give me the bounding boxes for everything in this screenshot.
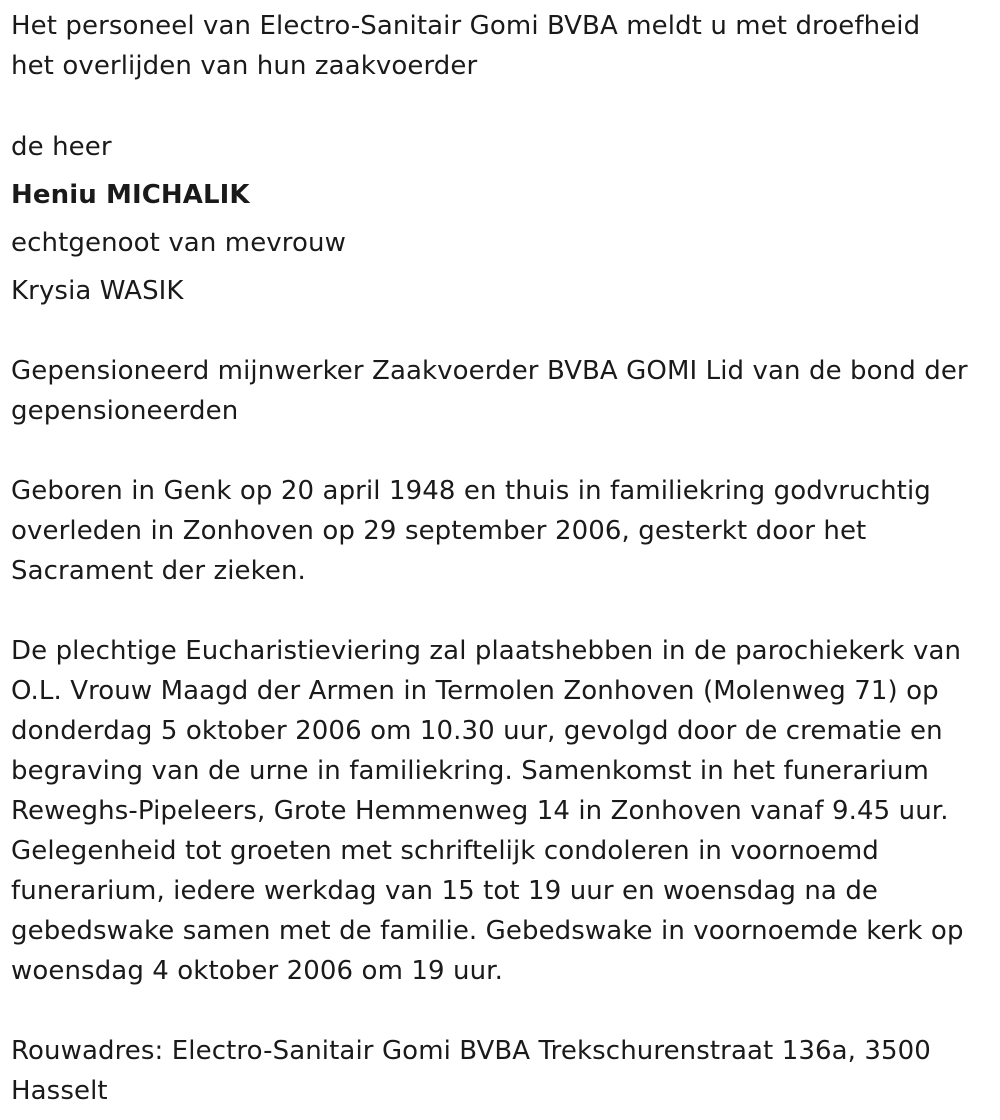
ceremony-line: Gelegenheid tot groeten met schriftelijk condoleren in voornoemd: [11, 836, 879, 866]
ceremony-paragraph: [11, 631, 986, 991]
ceremony-line: begraving van de urne in familiekring. Samenkomst in het funerarium: [11, 756, 929, 786]
address-line: Rouwadres: Electro-Sanitair Gomi BVBA Trekschurenstraat 136a, 3500: [11, 1036, 931, 1066]
ceremony-line: Reweghs-Pipeleers, Grote Hemmenweg 14 in Zonhoven vanaf 9.45 uur.: [11, 796, 949, 826]
birth-death-line: Geboren in Genk op 20 april 1948 en thuis in familiekring godvruchtig: [11, 476, 931, 506]
occupation-line: Gepensioneerd mijnwerker Zaakvoerder BVBA GOMI Lid van de bond der: [11, 356, 968, 386]
occupation-paragraph: [11, 351, 986, 431]
ceremony-line: funerarium, iedere werkdag van 15 tot 19 uur en woensdag na de: [11, 876, 879, 906]
ceremony-line: De plechtige Eucharistieviering zal plaatshebben in de parochiekerk van: [11, 636, 962, 666]
occupation-line: gepensioneerden: [11, 396, 239, 426]
address-line: Hasselt: [11, 1076, 108, 1106]
honorific: de heer: [11, 132, 112, 162]
address-paragraph: [11, 1031, 986, 1111]
intro-line: het overlijden van hun zaakvoerder: [11, 51, 478, 81]
ceremony-line: woensdag 4 oktober 2006 om 19 uur.: [11, 956, 503, 986]
ceremony-line: O.L. Vrouw Maagd der Armen in Termolen Zonhoven (Molenweg 71) op: [11, 676, 939, 706]
birth-death-paragraph: [11, 471, 986, 591]
spouse-name: Krysia WASIK: [11, 276, 184, 306]
deceased-name: Heniu MICHALIK: [11, 180, 250, 210]
intro-paragraph: [11, 6, 986, 86]
intro-line: Het personeel van Electro-Sanitair Gomi BVBA meldt u met droefheid: [11, 11, 921, 41]
birth-death-line: Sacrament der zieken.: [11, 556, 306, 586]
spouse-label: echtgenoot van mevrouw: [11, 228, 346, 258]
ceremony-line: gebedswake samen met de familie. Gebedswake in voornoemde kerk op: [11, 916, 964, 946]
birth-death-line: overleden in Zonhoven op 29 september 2006, gesterkt door het: [11, 516, 867, 546]
ceremony-line: donderdag 5 oktober 2006 om 10.30 uur, gevolgd door de crematie en: [11, 716, 943, 746]
